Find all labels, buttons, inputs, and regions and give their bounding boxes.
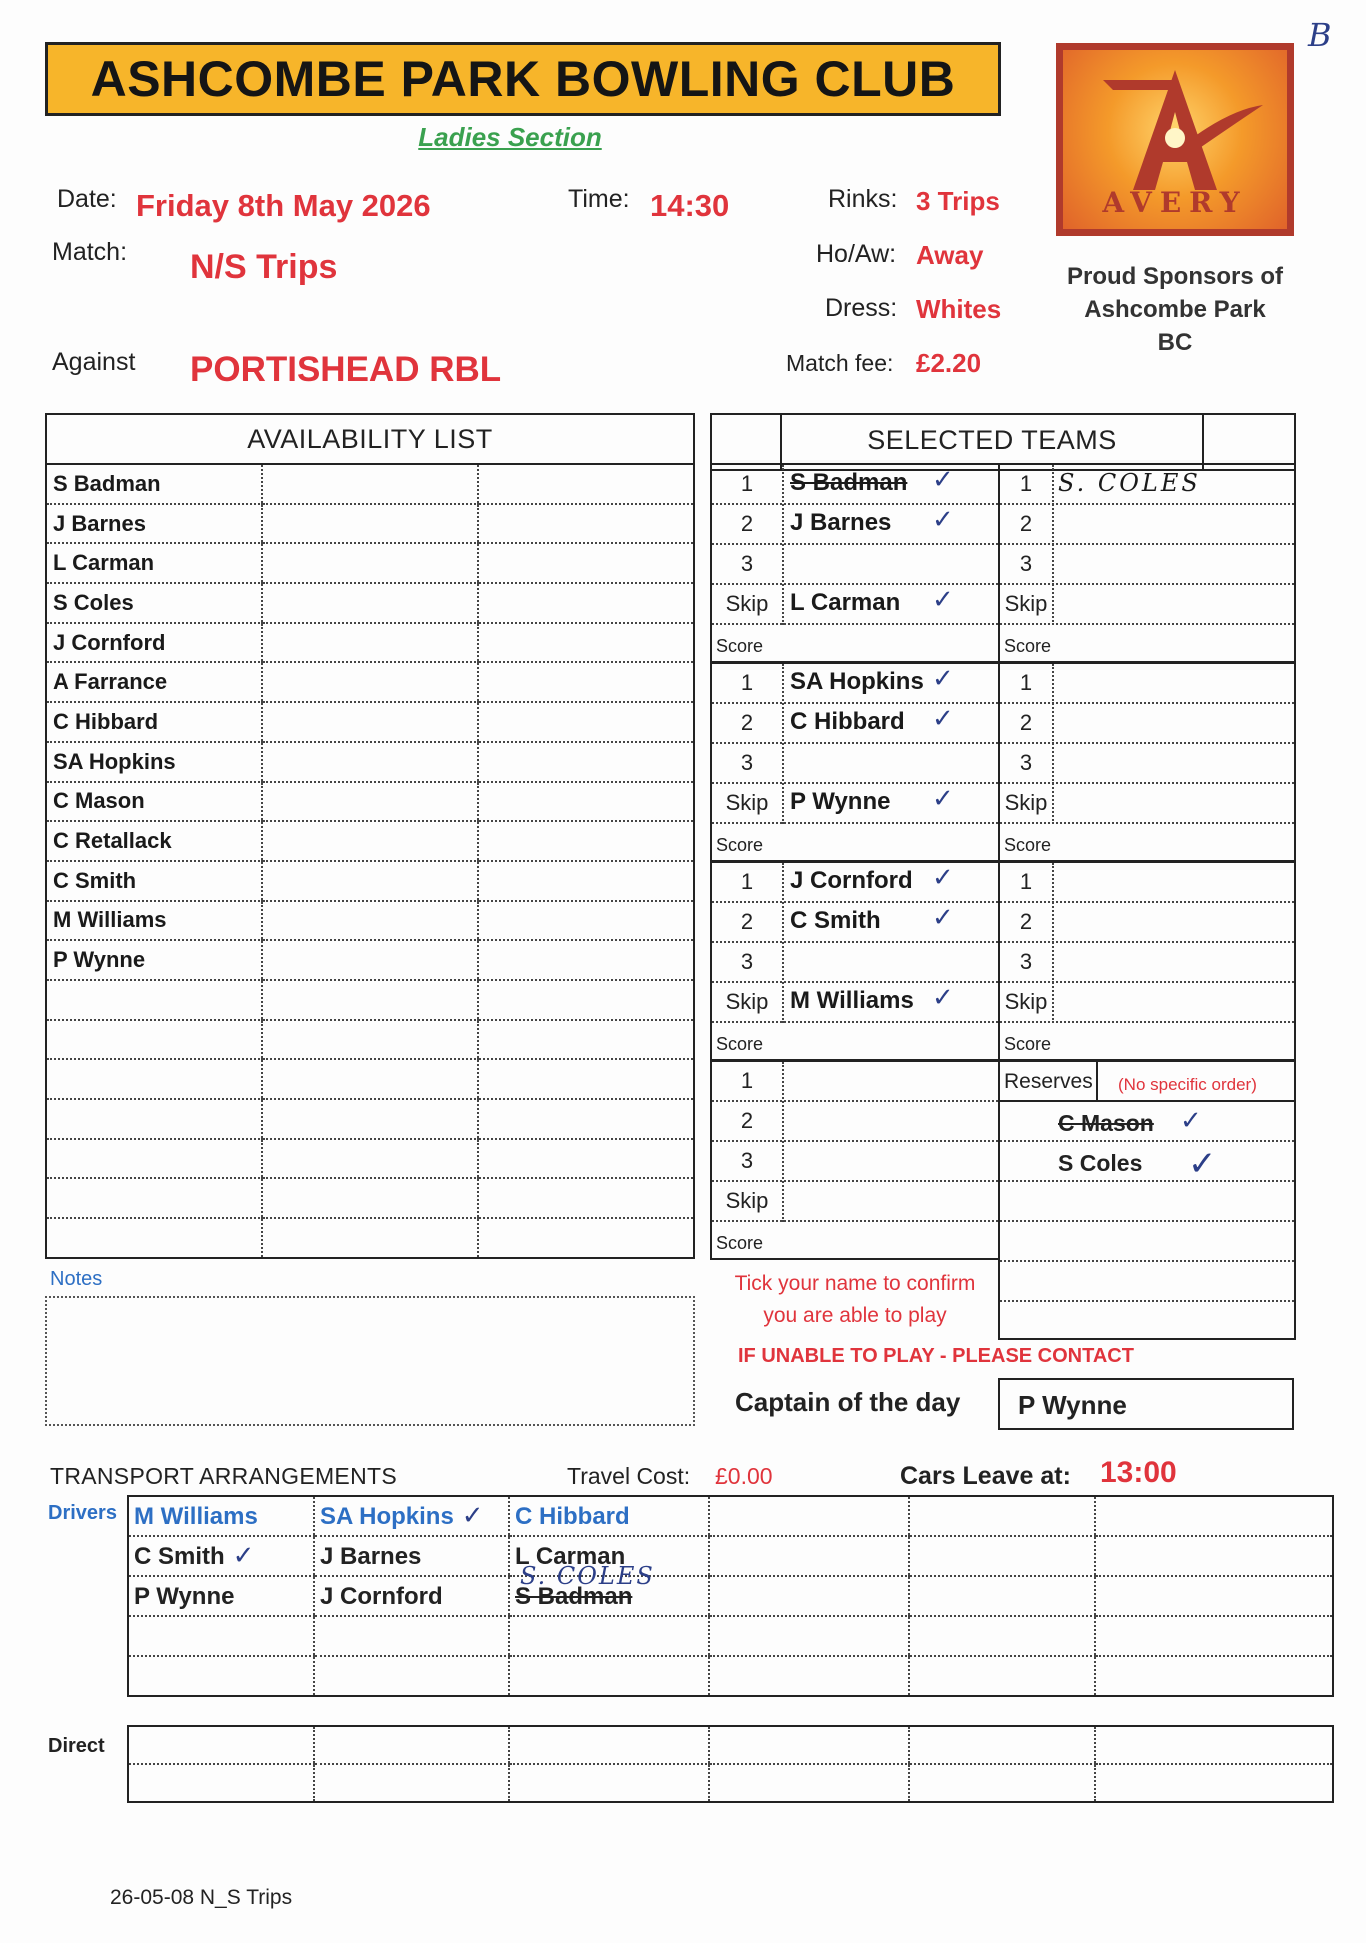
cars-leave-label: Cars Leave at:	[900, 1462, 1071, 1490]
availability-cell	[478, 1178, 694, 1218]
availability-cell	[262, 821, 478, 861]
rink-position-row	[712, 903, 998, 943]
position-label: Skip	[725, 989, 769, 1014]
position-label: Skip	[725, 790, 769, 815]
direct-label: Direct	[48, 1735, 105, 1757]
sponsor-line-3: BC	[1157, 329, 1193, 356]
transport-cell	[1095, 1576, 1333, 1616]
availability-cell	[478, 464, 694, 504]
reserve-2-tick-icon: ✓	[1188, 1144, 1217, 1184]
availability-name: S Coles	[46, 583, 262, 623]
rinks-label: Rinks:	[828, 185, 898, 213]
availability-name	[46, 1059, 262, 1099]
availability-cell	[262, 464, 478, 504]
position-label: 1	[1019, 471, 1033, 496]
availability-cell	[262, 742, 478, 782]
selected-teams-title: SELECTED TEAMS	[867, 425, 1117, 455]
availability-row	[46, 1218, 694, 1258]
transport-cell	[128, 1536, 314, 1576]
rink-position-row	[712, 983, 998, 1023]
handwritten-replacement: S. COLES	[520, 1562, 655, 1590]
transport-cell	[909, 1616, 1095, 1656]
rink-position-row	[1000, 585, 1294, 625]
rink-position-row	[712, 465, 998, 505]
availability-cell	[478, 1020, 694, 1060]
transport-cell	[128, 1496, 314, 1536]
availability-cell	[478, 1139, 694, 1179]
confirm-tick-icon: ✓	[932, 465, 954, 495]
club-title-banner: ASHCOMBE PARK BOWLING CLUB	[45, 42, 1001, 116]
travel-cost-label: Travel Cost:	[567, 1463, 691, 1489]
player-name: S Badman	[790, 469, 908, 496]
availability-cell	[262, 1218, 478, 1258]
availability-name: C Mason	[46, 782, 262, 822]
rink-position-row	[1000, 744, 1294, 784]
score-label: Score	[716, 1034, 764, 1054]
availability-name: J Barnes	[46, 504, 262, 544]
right-rink-3	[998, 861, 1296, 1061]
availability-row	[46, 1139, 694, 1179]
travel-cost-value: £0.00	[715, 1463, 773, 1489]
direct-table	[127, 1725, 1334, 1803]
availability-cell	[262, 782, 478, 822]
availability-name: SA Hopkins	[46, 742, 262, 782]
rink-position-row	[712, 1102, 998, 1142]
passengers-row	[128, 1536, 1333, 1576]
availability-table	[45, 413, 695, 1259]
score-label: Score	[1004, 1034, 1052, 1054]
position-label: 2	[740, 909, 754, 934]
availability-cell	[478, 782, 694, 822]
right-rink-2	[998, 662, 1296, 862]
sponsor-line-2: Ashcombe Park	[1084, 296, 1266, 323]
transport-cell	[128, 1576, 314, 1616]
availability-row	[46, 702, 694, 742]
availability-cell	[478, 623, 694, 663]
dress-label: Dress:	[825, 294, 898, 322]
reserves-box	[998, 1060, 1296, 1340]
transport-cell	[709, 1576, 909, 1616]
transport-cell	[314, 1616, 509, 1656]
availability-cell	[262, 583, 478, 623]
availability-row	[46, 623, 694, 663]
rink-position-row	[712, 585, 998, 625]
position-label: 1	[1019, 670, 1033, 695]
hoaw-value: Away	[916, 240, 984, 270]
availability-row	[46, 940, 694, 980]
rink-position-row	[1000, 505, 1294, 545]
footer-reference: 26-05-08 N_S Trips	[110, 1886, 293, 1909]
availability-cell	[478, 583, 694, 623]
rink-position-row	[712, 744, 998, 784]
availability-row	[46, 583, 694, 623]
rink-position-row	[1000, 545, 1294, 585]
availability-name	[46, 1139, 262, 1179]
availability-cell	[478, 1099, 694, 1139]
passengers-row	[128, 1576, 1333, 1616]
position-label: 3	[740, 750, 754, 775]
rink-position-row	[1000, 704, 1294, 744]
availability-row	[46, 821, 694, 861]
availability-row	[46, 1020, 694, 1060]
rink-position-row	[712, 1142, 998, 1182]
passenger-name: J Cornford	[320, 1583, 443, 1610]
confirm-tick-icon: ✓	[932, 505, 954, 535]
transport-cell	[1095, 1496, 1333, 1536]
transport-cell	[314, 1496, 509, 1536]
tick-instruction	[710, 1268, 1000, 1332]
rink-position-row	[1000, 943, 1294, 983]
date-value: Friday 8th May 2026	[136, 188, 431, 223]
passenger-name: L Carman	[515, 1543, 626, 1570]
availability-cell	[478, 821, 694, 861]
position-label: Skip	[1004, 790, 1048, 815]
confirm-tick-icon: ✓	[932, 704, 954, 734]
availability-cell	[478, 1059, 694, 1099]
transport-cell	[709, 1536, 909, 1576]
rink-position-row	[1000, 784, 1294, 824]
position-label: 3	[1019, 949, 1033, 974]
confirm-tick-icon: ✓	[932, 784, 954, 814]
position-label: Skip	[1004, 989, 1048, 1014]
corner-handwritten-mark: B	[1308, 16, 1332, 54]
rink-position-row	[712, 664, 998, 704]
rink-position-row	[712, 784, 998, 824]
tick-instruction-line-1: Tick your name to confirm	[734, 1272, 976, 1295]
availability-name: M Williams	[46, 901, 262, 941]
passengers-row	[128, 1656, 1333, 1696]
transport-cell	[909, 1656, 1095, 1696]
rink-position-row	[1000, 664, 1294, 704]
rink-position-row	[1000, 863, 1294, 903]
rink-position-row	[712, 505, 998, 545]
score-label: Score	[716, 835, 764, 855]
confirm-tick-icon: ✓	[232, 1541, 255, 1571]
availability-name	[46, 980, 262, 1020]
player-name: J Cornford	[790, 867, 913, 894]
passenger-name: S Badman	[515, 1583, 633, 1610]
transport-cell	[509, 1616, 709, 1656]
availability-name	[46, 1178, 262, 1218]
availability-cell	[262, 940, 478, 980]
transport-cell	[509, 1656, 709, 1696]
cars-leave-value: 13:00	[1100, 1456, 1177, 1489]
match-fee-value: £2.20	[916, 348, 982, 378]
transport-cell	[1095, 1616, 1333, 1656]
availability-row	[46, 1099, 694, 1139]
availability-cell	[478, 543, 694, 583]
availability-row	[46, 662, 694, 702]
availability-name: P Wynne	[46, 940, 262, 980]
player-name: J Barnes	[790, 509, 892, 536]
drivers-label: Drivers	[48, 1502, 117, 1524]
against-value: PORTISHEAD RBL	[190, 350, 502, 389]
position-label: 3	[1019, 551, 1033, 576]
position-label: Skip	[1004, 591, 1048, 616]
position-label: 3	[740, 551, 754, 576]
drivers-row	[128, 1496, 1333, 1536]
direct-row	[128, 1726, 1333, 1764]
sponsor-logo-word: AVERY	[1102, 186, 1248, 219]
availability-cell	[478, 504, 694, 544]
transport-cell	[909, 1536, 1095, 1576]
sponsor-logo	[1056, 43, 1294, 236]
passenger-name: J Barnes	[320, 1543, 422, 1570]
transport-cell	[1095, 1536, 1333, 1576]
availability-row	[46, 1178, 694, 1218]
availability-title: AVAILABILITY LIST	[46, 414, 694, 464]
score-label: Score	[1004, 835, 1052, 855]
rink-position-row	[712, 1062, 998, 1102]
date-label: Date:	[57, 185, 117, 213]
position-label: 2	[740, 710, 754, 735]
match-label: Match:	[52, 238, 128, 266]
availability-cell	[478, 940, 694, 980]
transport-cell	[314, 1576, 509, 1616]
rink-position-row	[1000, 903, 1294, 943]
availability-name	[46, 1099, 262, 1139]
time-value: 14:30	[650, 188, 730, 223]
driver-name: C Hibbard	[515, 1503, 630, 1530]
captain-label: Captain of the day	[735, 1387, 961, 1417]
availability-row	[46, 782, 694, 822]
driver-name: M Williams	[134, 1503, 258, 1530]
passenger-name: C Smith	[134, 1543, 225, 1570]
sponsor-caption	[1040, 260, 1310, 359]
player-name: S. COLES	[1058, 469, 1201, 497]
availability-row	[46, 901, 694, 941]
rink-position-row	[712, 545, 998, 585]
availability-cell	[262, 1020, 478, 1060]
availability-cell	[262, 901, 478, 941]
availability-cell	[262, 1059, 478, 1099]
availability-name: S Badman	[46, 464, 262, 504]
match-fee-label: Match fee:	[786, 350, 894, 376]
hoaw-label: Ho/Aw:	[816, 240, 897, 268]
availability-cell	[262, 861, 478, 901]
availability-name: A Farrance	[46, 662, 262, 702]
transport-cell	[909, 1576, 1095, 1616]
availability-name: L Carman	[46, 543, 262, 583]
confirm-tick-icon: ✓	[932, 903, 954, 933]
transport-cell	[128, 1616, 314, 1656]
rink-position-row	[1000, 983, 1294, 1023]
rink-position-row	[1000, 465, 1294, 505]
transport-cell	[314, 1536, 509, 1576]
player-name: L Carman	[790, 589, 901, 616]
player-name: SA Hopkins	[790, 668, 924, 695]
transport-cell	[1095, 1656, 1333, 1696]
availability-row	[46, 1059, 694, 1099]
transport-cell	[709, 1496, 909, 1536]
confirm-tick-icon: ✓	[932, 983, 954, 1013]
availability-row	[46, 464, 694, 504]
availability-cell	[478, 1218, 694, 1258]
availability-name: C Retallack	[46, 821, 262, 861]
captain-name: P Wynne	[998, 1378, 1294, 1430]
position-label: 1	[740, 471, 754, 496]
contact-notice: IF UNABLE TO PLAY - PLEASE CONTACT	[738, 1345, 1134, 1367]
position-label: 2	[1019, 511, 1033, 536]
rink-position-row	[712, 1182, 998, 1222]
availability-cell	[262, 1139, 478, 1179]
transport-cell	[509, 1496, 709, 1536]
against-label: Against	[52, 348, 136, 376]
availability-row	[46, 543, 694, 583]
availability-name	[46, 1218, 262, 1258]
availability-name: C Hibbard	[46, 702, 262, 742]
transport-cell	[909, 1496, 1095, 1536]
player-name: M Williams	[790, 987, 914, 1014]
availability-cell	[478, 861, 694, 901]
availability-cell	[262, 662, 478, 702]
position-label: 1	[740, 670, 754, 695]
sponsor-line-1: Proud Sponsors of	[1067, 263, 1283, 290]
availability-cell	[262, 980, 478, 1020]
notes-label: Notes	[50, 1268, 103, 1290]
availability-row	[46, 861, 694, 901]
availability-cell	[262, 504, 478, 544]
availability-cell	[478, 662, 694, 702]
score-label: Score	[716, 1233, 764, 1253]
position-label: 3	[740, 949, 754, 974]
transport-cell	[709, 1656, 909, 1696]
dress-value: Whites	[916, 294, 1002, 324]
rink-position-row	[712, 943, 998, 983]
availability-row	[46, 504, 694, 544]
rink-position-row	[712, 704, 998, 744]
availability-name: J Cornford	[46, 623, 262, 663]
rinks-value: 3 Trips	[916, 186, 1000, 216]
notes-box	[45, 1296, 695, 1426]
position-label: 1	[1019, 869, 1033, 894]
confirm-tick-icon: ✓	[932, 585, 954, 615]
match-value: N/S Trips	[190, 248, 338, 286]
position-label: Skip	[725, 1188, 769, 1213]
transport-cell	[128, 1656, 314, 1696]
availability-cell	[478, 980, 694, 1020]
player-name: C Smith	[790, 907, 881, 934]
position-label: Skip	[725, 591, 769, 616]
availability-row	[46, 980, 694, 1020]
position-label: 2	[740, 511, 754, 536]
confirm-tick-icon: ✓	[461, 1501, 484, 1531]
player-name: P Wynne	[790, 788, 891, 815]
left-rink-4	[710, 1060, 1000, 1260]
tick-instruction-line-2: you are able to play	[763, 1304, 947, 1327]
reserve-1-name: C Mason	[1058, 1110, 1154, 1136]
confirm-tick-icon: ✓	[932, 863, 954, 893]
availability-cell	[262, 543, 478, 583]
reserve-1-tick-icon: ✓	[1180, 1106, 1202, 1136]
passenger-name: P Wynne	[134, 1583, 235, 1610]
availability-name	[46, 1020, 262, 1060]
availability-row	[46, 742, 694, 782]
position-label: 3	[740, 1148, 754, 1173]
driver-name: SA Hopkins	[320, 1503, 454, 1530]
transport-label: TRANSPORT ARRANGEMENTS	[50, 1463, 397, 1489]
transport-cell	[314, 1656, 509, 1696]
score-label: Score	[1004, 636, 1052, 656]
drivers-table	[127, 1495, 1334, 1697]
passengers-row	[128, 1616, 1333, 1656]
availability-cell	[262, 623, 478, 663]
position-label: 2	[1019, 909, 1033, 934]
availability-cell	[262, 702, 478, 742]
availability-cell	[262, 1178, 478, 1218]
position-label: 3	[1019, 750, 1033, 775]
left-rink-1	[710, 463, 1000, 663]
left-rink-2	[710, 662, 1000, 862]
reserve-2-name: S Coles	[1058, 1150, 1143, 1176]
direct-row	[128, 1764, 1333, 1802]
availability-cell	[478, 901, 694, 941]
reserves-label: Reserves	[1004, 1070, 1093, 1093]
score-label: Score	[716, 636, 764, 656]
right-rink-1	[998, 463, 1296, 663]
time-label: Time:	[568, 185, 630, 213]
availability-name: C Smith	[46, 861, 262, 901]
availability-cell	[478, 742, 694, 782]
position-label: 2	[1019, 710, 1033, 735]
position-label: 1	[740, 1068, 754, 1093]
transport-cell	[709, 1616, 909, 1656]
section-subtitle: Ladies Section	[418, 122, 602, 152]
confirm-tick-icon: ✓	[932, 664, 954, 694]
player-name: C Hibbard	[790, 708, 905, 735]
reserves-order-note: (No specific order)	[1118, 1075, 1257, 1094]
availability-cell	[262, 1099, 478, 1139]
left-rink-3	[710, 861, 1000, 1061]
position-label: 2	[740, 1108, 754, 1133]
availability-cell	[478, 702, 694, 742]
position-label: 1	[740, 869, 754, 894]
rink-position-row	[712, 863, 998, 903]
